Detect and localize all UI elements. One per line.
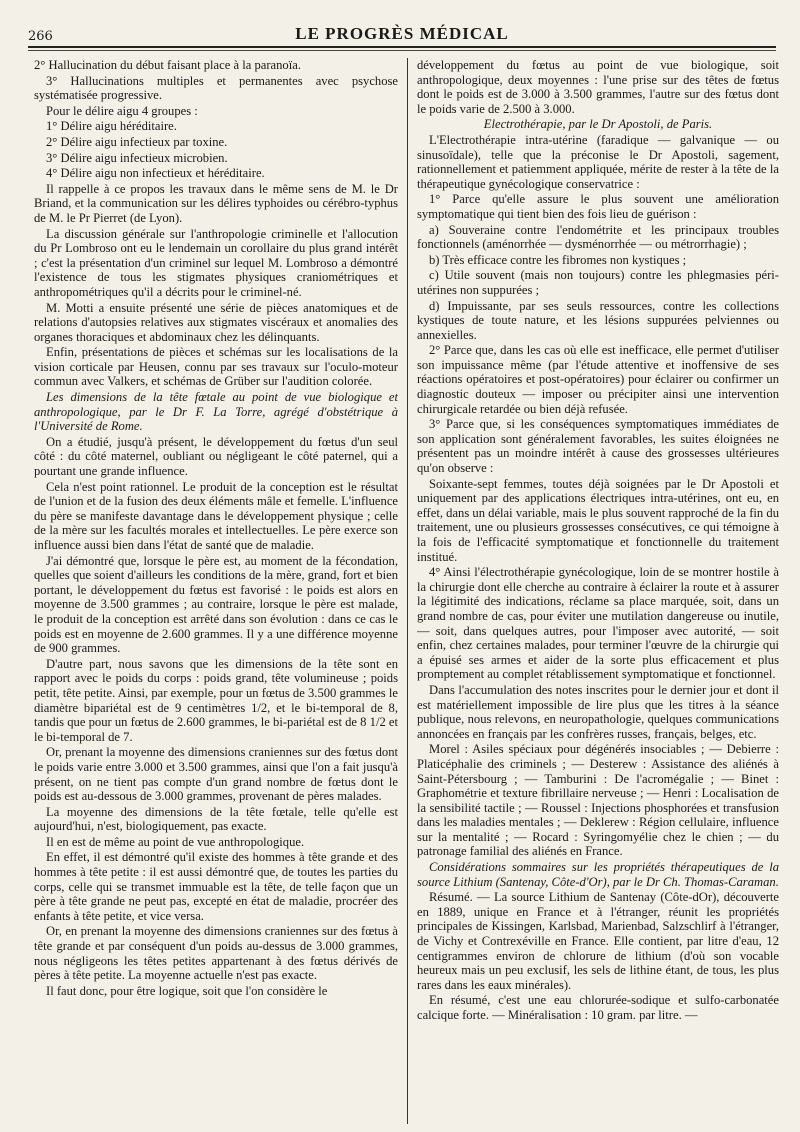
page-header (28, 18, 776, 44)
paragraph: 4° Ainsi l'électrothérapie gynécologique, loin de se montrer hostile à la chirurgie dont elle cherche au contraire à éclairer la route et à assurer la légitimité des indications, réclame sa place marquée, soit, dans un grand nombre de cas, pour éviter une mutilation dangereuse ou inutile, — soit, dans quelques autres, pour l'imposer avec autorité, — soit enfin, chez certaines malades, pour terminer l'œuvre de la chirurgie qui a épuisé ses armes et aider de la sorte plus efficacement et plus promptement au complet rétablissement symptomatique et fonctionnel. (417, 565, 779, 682)
paragraph: Or, en prenant la moyenne des dimensions craniennes sur des fœtus à tête grande et par conséquent d'un poids au-dessus de 3.000 grammes, nous négligeons les têtes petites appartenant à des fœtus dérivés de pères à tête petite. La moyenne actuelle n'est pas exacte. (34, 924, 398, 983)
page-number: 266 (28, 29, 53, 44)
paragraph: Il faut donc, pour être logique, soit que l'on considère le (46, 983, 328, 998)
left-column (34, 58, 398, 1126)
paragraph: En résumé, c'est une eau chlorurée-sodique et sulfo-carbonatée calcique forte. — Minéralisation : 10 gram. par litre. — (417, 993, 779, 1022)
paragraph: M. Motti a ensuite présenté une série de pièces anatomiques et de relations d'autopsies relatives aux stigmates viscéraux et anomalies des organes thoraciques et abdominaux chez les délinquants. (34, 300, 398, 344)
paragraph: 4° Délire aigu non infectieux et héréditaire. (46, 166, 265, 181)
paragraph: En effet, il est démontré qu'il existe des hommes à tête grande et des hommes à tête petite : il est aussi démontré que, de toutes les parties du corps, celle qui se transmet immuable est la tête, de telle façon que un père à tête grande ne peut pas, excepté en état de maladie, procréer des enfants à tête petite, et vice versa. (34, 850, 398, 923)
paragraph: développement du fœtus au point de vue biologique, soit anthropologique, deux moyennes : l'une prise sur des têtes de fœtus dont le poids est de 3.000 à 3.500 grammes, l'autre sur des fœtus dont le poids varie de 2.500 à 3.000. (417, 58, 779, 116)
paragraph: Soixante-sept femmes, toutes déjà soignées par le Dr Apostoli et uniquement par des applications électriques intra-utérines, ont eu, en effet, dans un délai variable, mais le plus souvent rapproché de la fin du traitement, une ou plusieurs grossesses consécutives, ce qui témoigne à la fois de l'efficacité symptomatique et fonctionnelle du traitement institué. (417, 476, 779, 564)
paragraph: Dans l'accumulation des notes inscrites pour le dernier jour et dont il est matériellement impossible de lire plus que les titres à la séance publique, nous relevons, en neuropathologie, quelques communications annoncées en français par les confrères russes, français, belges, etc. (417, 682, 779, 741)
paragraph: 3° Parce que, si les conséquences symptomatiques immédiates de son application sont généralement favorables, les suites éloignées ne présentent pas un moindre intérêt à cause des grossesses ultérieures qu'on observe : (417, 417, 779, 476)
paragraph: 3° Délire aigu infectieux microbien. (46, 150, 228, 165)
paragraph: Enfin, présentations de pièces et schémas sur les localisations de la vision corticale par Heusen, connu par ses travaux sur l'oculo-moteur commun avec Valkers, et schémas de Grüber sur l'audition colorée. (34, 345, 398, 389)
paragraph: d) Impuissante, par ses seuls ressources, contre les collections kystiques de toute nature, et les lésions suppurées pelviennes ou annexielles. (417, 298, 779, 342)
header-rule-thick (28, 46, 776, 48)
paragraph: Or, prenant la moyenne des dimensions craniennes sur des fœtus dont le poids varie entre 3.000 et 3.500 grammes, ainsi que l'on a fait jusqu'à présent, on ne tient pas compte d'un grand nombre de fœtus dont le poids est au-dessous de 3.000 grammes, provenant de pères malades. (34, 745, 398, 804)
paragraph: La discussion générale sur l'anthropologie criminelle et l'allocution du Pr Lombroso ont eu le lendemain un corollaire du plus grand intérêt ; c'est la présentation d'un criminel sur lequel M. Lombroso a démontré l'existence de tous les stigmates physiques craniométriques et anthropométriques qu'il a décrits pour le criminel-né. (34, 226, 398, 299)
paragraph: Pour le délire aigu 4 groupes : (46, 103, 198, 118)
section-title-lithium-source: Considérations sommaires sur les propriétés thérapeutiques de la source Lithium (Santenay, Côte-d'Or), par le Dr Ch. Thomas-Caraman. (417, 860, 779, 889)
section-title-electrotherapy: Electrothérapie, par le Dr Apostoli, de Paris. (483, 117, 713, 132)
column-divider (407, 58, 408, 1124)
paragraph: b) Très efficace contre les fibromes non kystiques ; (429, 252, 687, 267)
paragraph: Il en est de même au point de vue anthropologique. (46, 834, 305, 849)
paragraph: J'ai démontré que, lorsque le père est, au moment de la fécondation, quelles que soient d'ailleurs les conditions de la mère, grand, fort et bien portant, le développement du fœtus est favorisé : le poids est alors en moyenne de 3.500 grammes ; au contraire, lorsque le père est malade, le produit de la conception est arrêté dans son évolution : dans ce cas le poids est en moyenne de 2.600 grammes. Il y a une différence moyenne de 900 grammes. (34, 553, 398, 656)
paragraph: On a étudié, jusqu'à présent, le développement du fœtus d'un seul côté : du côté maternel, oubliant ou négligeant le côté paternel, qui a pourtant une grande influence. (34, 434, 398, 479)
header-rule-thin (28, 50, 776, 51)
paragraph: 1° Délire aigu héréditaire. (46, 119, 177, 134)
journal-title: LE PROGRÈS MÉDICAL (295, 24, 509, 43)
paragraph: La moyenne des dimensions de la tête fœtale, telle qu'elle est aujourd'hui, n'est, biologiquement, pas exacte. (34, 804, 398, 834)
paragraph: L'Electrothérapie intra-utérine (faradique — galvanique — ou sinusoïdale), telle que la préconise le Dr Apostoli, sagement, rationnellement et patiemment appliquée, mérite de rester à la tête de la thérapeutique gynécologique conservatrice : (417, 132, 779, 191)
paragraph: a) Souveraine contre l'endométrite et les principaux troubles fonctionnels (aménorrhée — dysménorrhée — ou métrorrhagie) ; (417, 222, 779, 252)
paragraph: Morel : Asiles spéciaux pour dégénérés insociables ; — Debierre : Platicéphalie des criminels ; — Desterew : Assistance des aliénés à Saint-Pétersbourg ; — Tamburini : De l'acromégalie ; — Binet : Graphométrie et texture fibrillaire nerveuse ; — Henri : Localisation de la sensibilité tactile ; — Roussel : Injections phosphorées et transfusion dans les maladies mentales ; — Deklerew : Région cellulaire, influence sur la mentalité ; — Rocard : Syringomyélie chez le chien ; — du patronage familial des aliénés en France. (417, 742, 779, 859)
paragraph: 2° Délire aigu infectieux par toxine. (46, 134, 228, 149)
paragraph: D'autre part, nous savons que les dimensions de la tête sont en rapport avec le poids du corps : poids grand, tête volumineuse ; poids petit, tête petite. Ainsi, par exemple, pour un fœtus de 3.500 grammes le diamètre bipariétal est de 9 centimètres 1/2, et le bi-temporal de 8, tandis que pour un fœtus de 2.600 grammes, le bi-pariétal est de 8 1/2 et le bi-temporal de 7. (34, 656, 398, 744)
right-column (417, 58, 779, 1126)
paragraph: 2° Hallucination du début faisant place à la paranoïa. (34, 58, 301, 72)
paragraph: Cela n'est point rationnel. Le produit de la conception est le résultat de l'union et de la fusion des deux éléments mâle et femelle. L'influence du père se manifeste davantage dans le développement physique ; celle de la mère sur les facultés morales et intellectuelles. Le père exerce son influence aussi bien dans l'état de santé que de maladie. (34, 479, 398, 552)
section-title-fetal-head: Les dimensions de la tête fœtale au point de vue biologique et anthropologique, par le Dr F. La Torre, agrégé d'obstétrique à l'Université de Rome. (34, 390, 398, 434)
paragraph: Résumé. — La source Lithium de Santenay (Côte-dOr), découverte en 1889, unique en France et à l'étranger, réunit les propriétés principales de Kissingen, Karlsbad, Marienbad, Salzschlirf à l'étranger, de Vichy et Contrexéville en France. Elle contient, par litre d'eau, 12 centigrammes environ de chlorure de lithium (d'où son vocable heureux mais un peu exclusif, les sels de lithine étant, de tous, les plus rares dans les eaux minérales). (417, 890, 779, 992)
paragraph: 3° Hallucinations multiples et permanentes avec psychose systématisée progressive. (34, 73, 398, 103)
paragraph: 1° Parce qu'elle assure le plus souvent une amélioration symptomatique qui tient bien des fois lieu de guérison : (417, 192, 779, 221)
paragraph: 2° Parce que, dans les cas où elle est inefficace, elle permet d'utiliser son impuissance même (par l'étude attentive et inoffensive de ses réactions opératoires et post-opératoires) pour éclairer ou confirmer un diagnostic douteux — imposer ou précipiter ainsi une intervention chirurgicale retardée ou bien déjà refusée. (417, 343, 779, 416)
paragraph: Il rappelle à ce propos les travaux dans le même sens de M. le Dr Briand, et la communication sur les délires typhoides ou cérébro-typhus de M. le Pr Pierret (de Lyon). (34, 181, 398, 225)
paragraph: c) Utile souvent (mais non toujours) contre les phlegmasies péri-utérines non suppurées ; (417, 268, 779, 297)
